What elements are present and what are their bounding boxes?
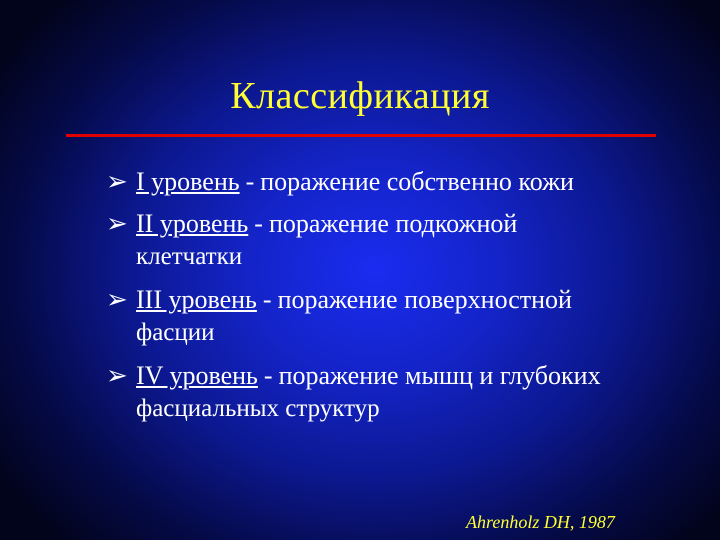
arrowhead-bullet-icon: ➢	[106, 361, 128, 390]
bullet-continuation: клетчатки	[136, 243, 243, 270]
bullet-separator: -	[262, 285, 272, 314]
bullet-text: поражение собственно кожи	[260, 167, 574, 196]
arrowhead-bullet-icon: ➢	[106, 285, 128, 314]
bullet-line	[136, 163, 706, 201]
bullet-level: II уровень	[136, 209, 249, 238]
bullet-continuation: фасциальных структур	[136, 395, 380, 422]
citation: Ahrenholz DH, 1987	[466, 512, 615, 532]
bullet-text: поражение поверхностной	[277, 285, 572, 314]
bullet-line	[136, 205, 706, 243]
bullet-text: поражение мышц и глубоких	[278, 361, 601, 390]
bullet-level: I уровень	[136, 167, 240, 196]
arrowhead-bullet-icon: ➢	[106, 209, 128, 238]
bullet-item	[106, 163, 706, 201]
bullet-text: поражение подкожной	[268, 209, 518, 238]
bullet-line	[136, 281, 706, 319]
bullet-line	[136, 357, 706, 395]
title-divider	[66, 134, 656, 137]
arrowhead-bullet-icon: ➢	[106, 167, 128, 196]
bullet-item	[106, 357, 706, 425]
bullet-item	[106, 205, 706, 273]
bullet-level: III уровень	[136, 285, 257, 314]
bullet-separator: -	[245, 167, 255, 196]
bullet-continuation: фасции	[136, 319, 215, 346]
bullet-separator: -	[263, 361, 273, 390]
bullet-list	[106, 163, 706, 425]
slide-title: Классификация	[230, 75, 490, 117]
bullet-item	[106, 281, 706, 349]
bullet-separator: -	[254, 209, 263, 238]
bullet-level: IV уровень	[136, 361, 258, 390]
